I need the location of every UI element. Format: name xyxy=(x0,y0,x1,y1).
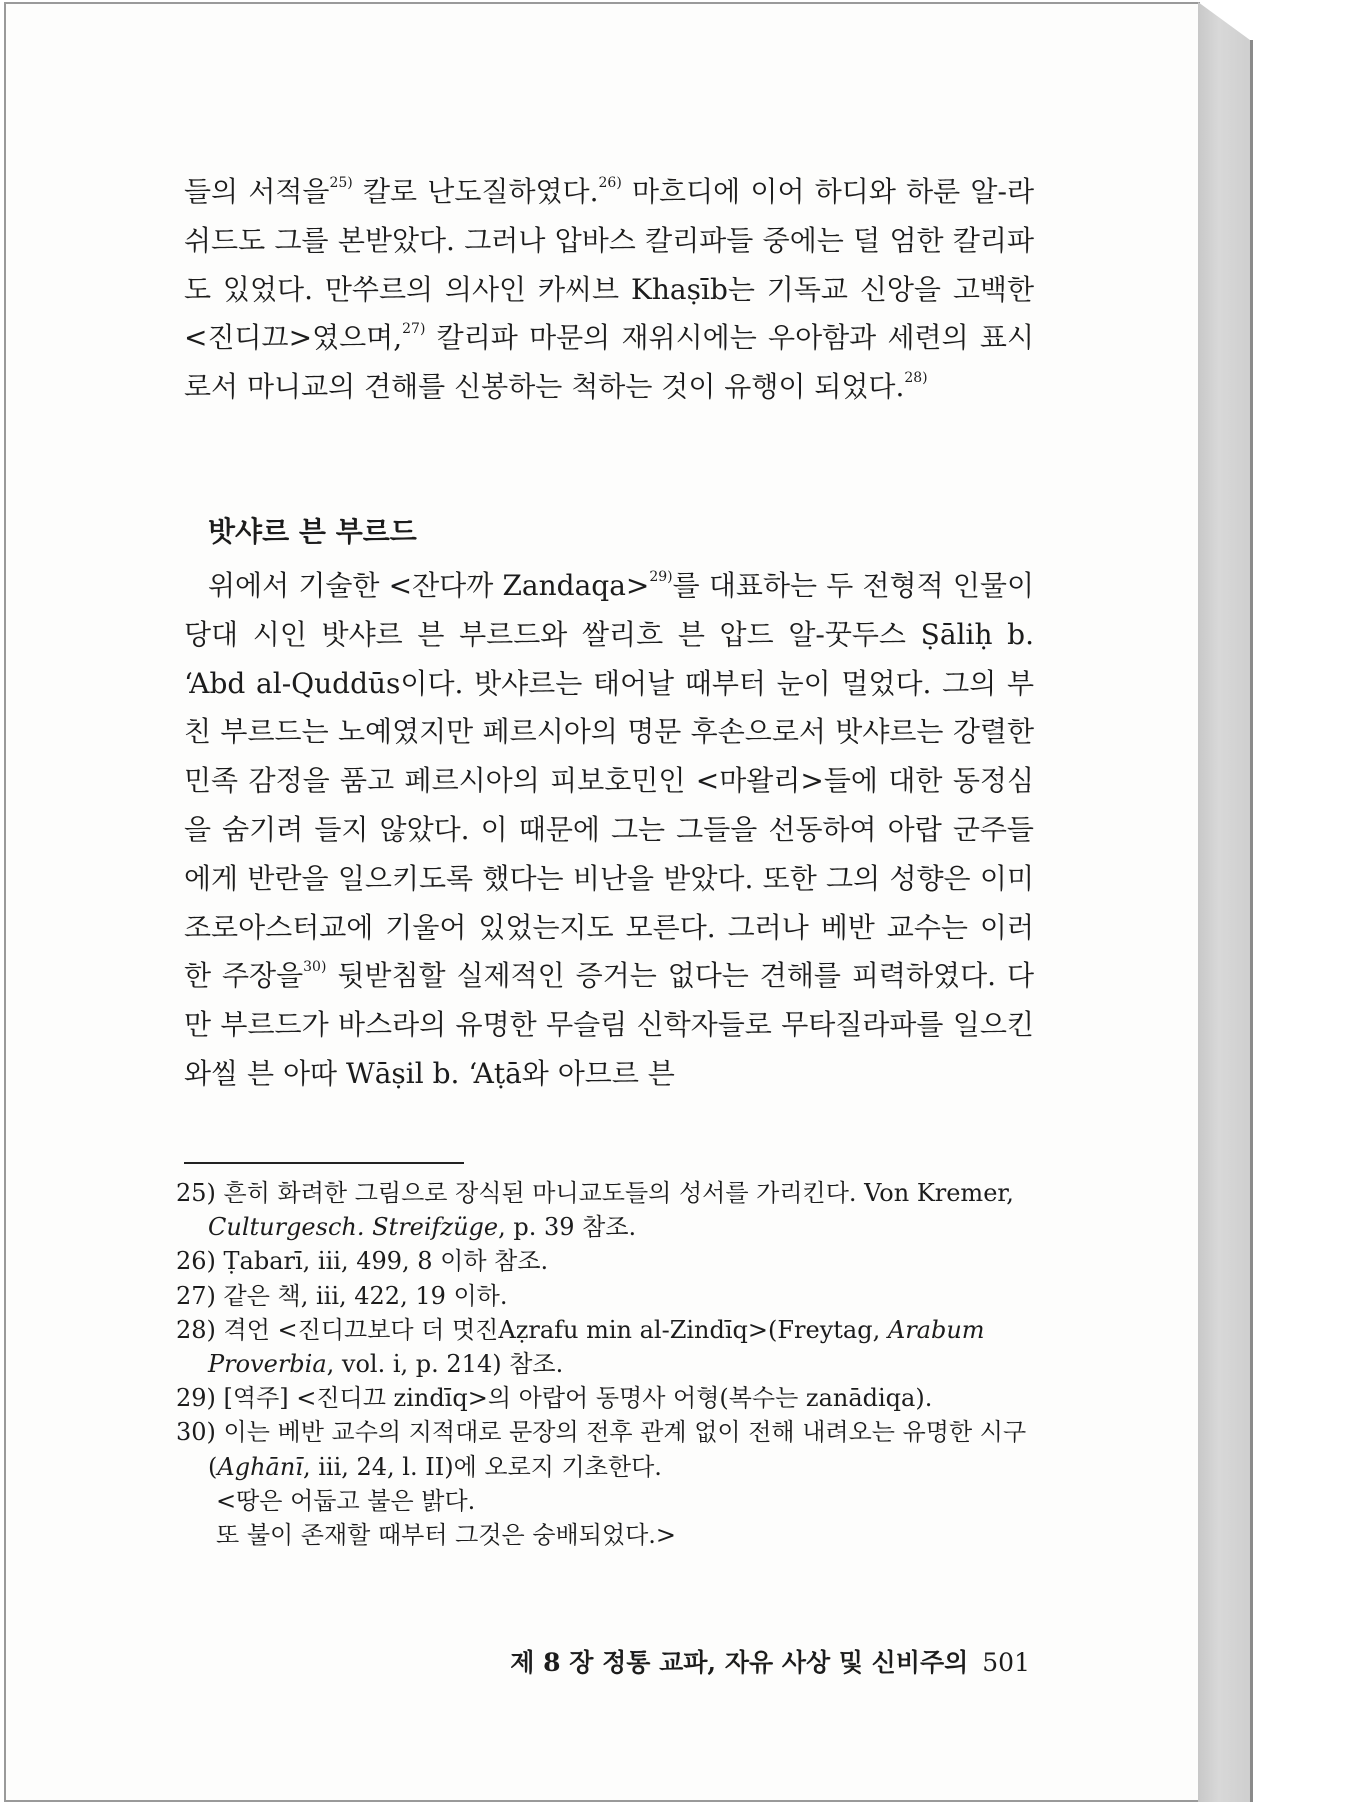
footnote-ref-27[interactable]: 27) xyxy=(402,321,426,338)
footnote-ref-25[interactable]: 25) xyxy=(329,175,353,191)
body-paragraph-2 xyxy=(184,562,1034,1099)
footnote-italic-title: Culturgesch. Streifzüge xyxy=(208,1213,499,1242)
footnote-text: 30) 이는 베반 교수의 지적대로 문장의 전후 관계 없이 전해 내려오는 유명한 시구( xyxy=(176,1418,1027,1481)
footnote-25 xyxy=(176,1176,1034,1244)
footnote-ref-28[interactable]: 28) xyxy=(904,370,928,387)
footnote-text: , p. 39 참조. xyxy=(498,1213,637,1242)
poem-line-1: <땅은 어둡고 불은 밝다. xyxy=(216,1486,476,1515)
footnote-28 xyxy=(176,1313,1034,1381)
footnote-29: 29) [역주] <진디끄 zindīq>의 아랍어 동명사 어형(복수는 zanādiqa). xyxy=(176,1384,933,1413)
paragraph-text: 뒷받침할 실제적인 증거는 없다는 견해를 피력하였다. 다만 부르드가 바스라의 유명한 무슬림 신학자들로 무타질라파를 일으킨 와씰 븐 아따 Wāṣil b. ʻAṭā와 아므르 븐 xyxy=(184,959,1035,1090)
paragraph-text: 들의 서적을 xyxy=(184,175,330,208)
page-number: 501 xyxy=(982,1648,1030,1677)
poem-line-2: 또 불이 존재할 때부터 그것은 숭배되었다.> xyxy=(216,1521,677,1550)
footnote-text: 28) 격언 <진디끄보다 더 멋진Aẓrafu min al-Zindīq>(Freytag, xyxy=(176,1315,888,1344)
running-footer xyxy=(470,1646,1030,1680)
paragraph-text: 칼리파 마문의 재위시에는 우아함과 세련의 표시로서 마니교의 견해를 신봉하는 척하는 것이 유행이 되었다. xyxy=(184,321,1034,404)
footnote-italic-title: Arabum Proverbia xyxy=(208,1315,985,1379)
paragraph-text: 칼로 난도질하였다. xyxy=(352,175,599,208)
body-paragraph-1 xyxy=(184,168,1034,412)
footnote-italic-title: Aghānī xyxy=(217,1452,303,1481)
paragraph-text: 위에서 기술한 <잔다까 Zandaqa> xyxy=(208,569,650,602)
page-stack-edge xyxy=(1198,2,1250,1802)
section-heading: 밧샤르 븐 부르드 xyxy=(208,515,417,548)
footnote-30 xyxy=(176,1415,1034,1483)
footnote-ref-30[interactable]: 30) xyxy=(303,959,327,976)
paragraph-text: 를 대표하는 두 전형적 인물이 당대 시인 밧샤르 븐 부르드와 쌀리흐 븐 압드 알-꿋두스 Ṣāliḥ b. ʻAbd al-Quddūs이다. 밧샤르는 태어날 때부터 눈이 멀었다. 그의 부친 부르드는 노예였지만 페르시아의 명문 후손으로서 밧샤르는 강렬한 민족 감정을 품고 페르시아의 피보호민인 <마왈리>들에 대한 동정심을 숨기려 들지 않았다. 이 때문에 그는 그들을 선동하여 아랍 군주들에게 반란을 일으키도록 했다는 비난을 받았다. 또한 그의 성향은 이미 조로아스터교에 기울어 있었는지도 모른다. 그러나 베반 교수는 이러한 주장을 xyxy=(184,569,1034,993)
footnote-separator xyxy=(184,1162,464,1164)
footnote-27: 27) 같은 책, iii, 422, 19 이하. xyxy=(176,1281,508,1310)
footnote-ref-29[interactable]: 29) xyxy=(649,569,673,585)
footnote-text: , vol. i, p. 214) 참조. xyxy=(326,1350,564,1379)
paragraph-text: 마흐디에 이어 하디와 하룬 알-라쉬드도 그를 본받았다. 그러나 압바스 칼리파들 중에는 덜 엄한 칼리파도 있었다. 만쑤르의 의사인 카씨브 Khaṣīb는 기독교 신앙을 고백한 <진디끄>였으며, xyxy=(184,175,1034,355)
footnote-26: 26) Ṭabarī, iii, 499, 8 이하 참조. xyxy=(176,1247,549,1276)
footnotes xyxy=(176,1176,1034,1552)
footnote-text: 25) 흔히 화려한 그림으로 장식된 마니교도들의 성서를 가리킨다. Von Kremer, xyxy=(176,1179,1014,1207)
page-stack-edge-line xyxy=(1250,40,1253,1802)
chapter-title: 제 8 장 정통 교파, 자유 사상 및 신비주의 xyxy=(510,1648,969,1677)
footnote-ref-26[interactable]: 26) xyxy=(598,175,622,191)
footnote-text: , iii, 24, l. II)에 오로지 기초한다. xyxy=(302,1452,662,1481)
